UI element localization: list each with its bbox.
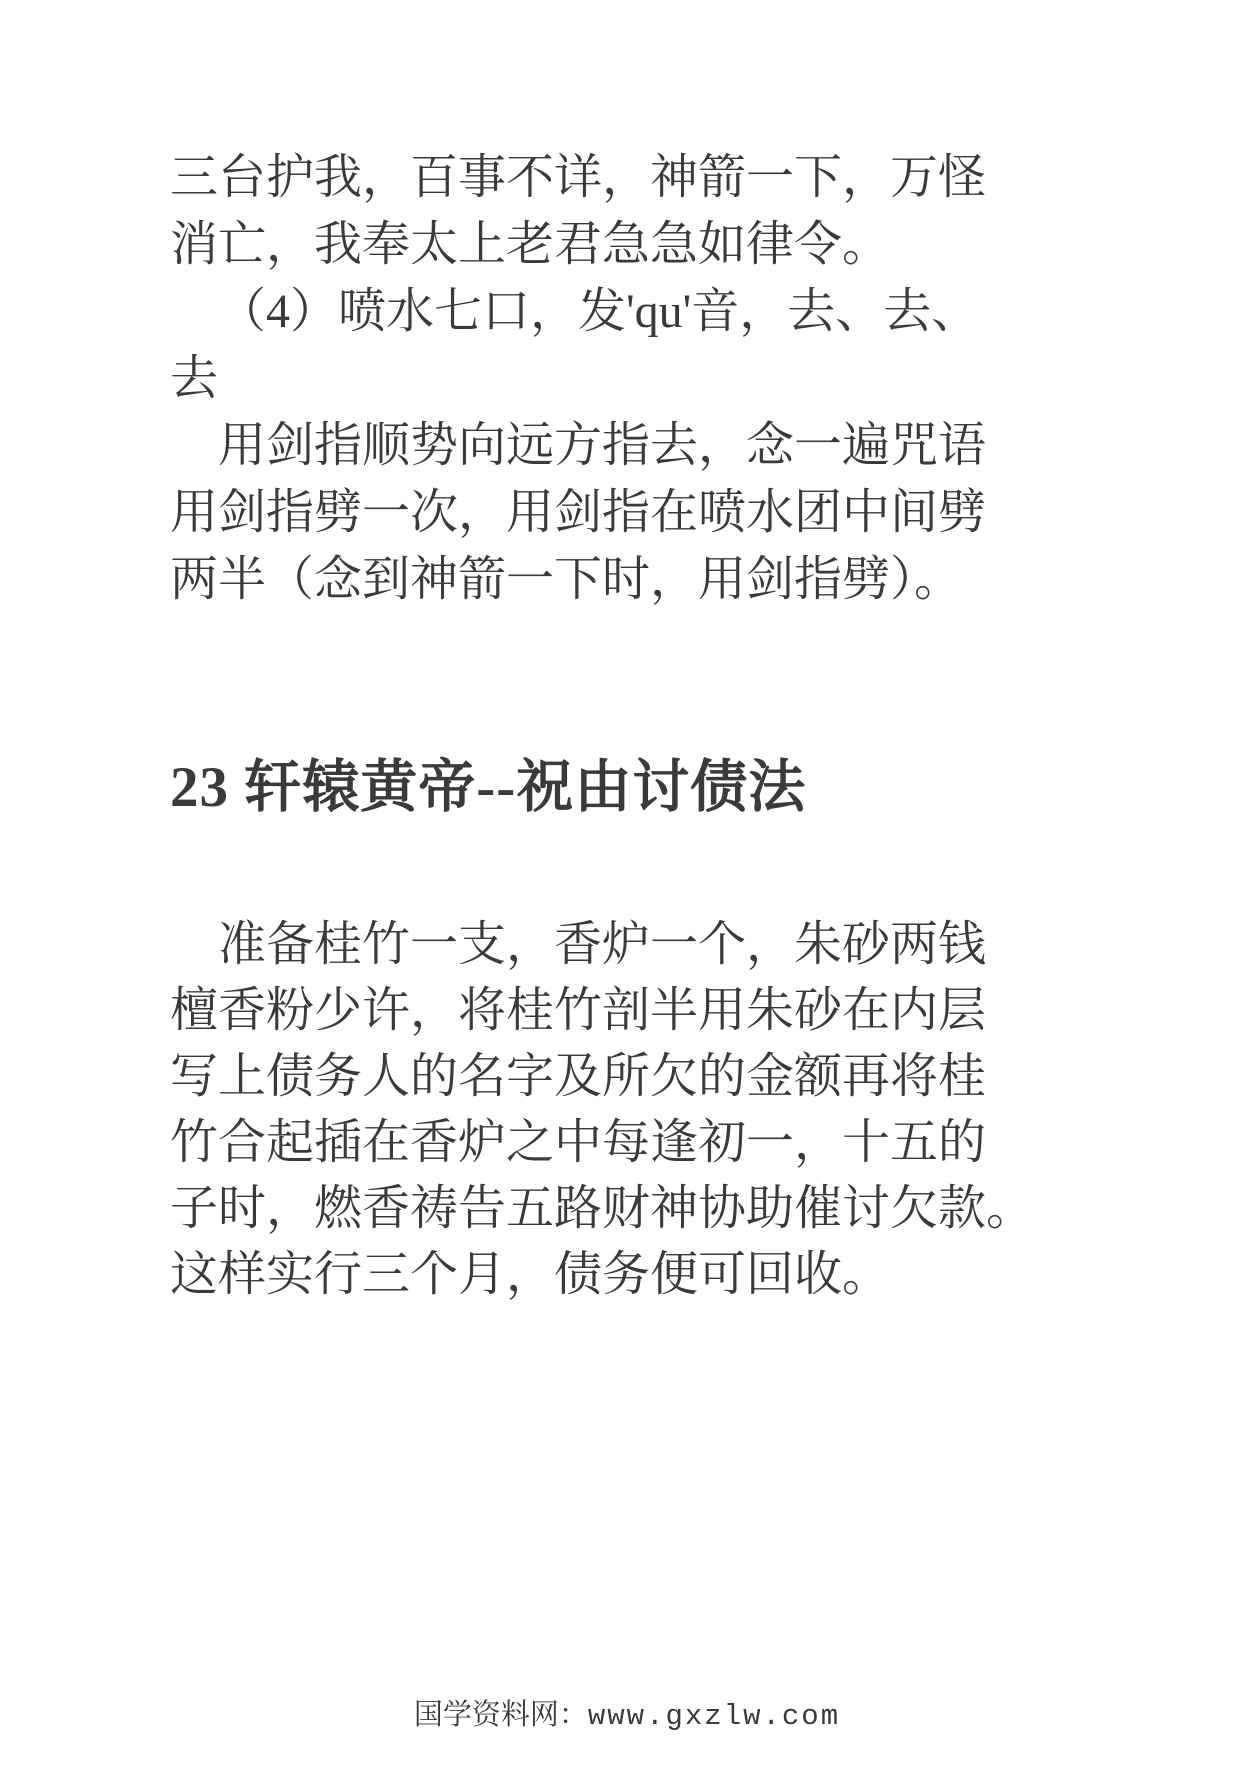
body-text-upper (170, 144, 987, 613)
text-line: 子时，燃香祷告五路财神协助催讨欠款。 (170, 1182, 1035, 1235)
text-line: 檀香粉少许，将桂竹剖半用朱砂在内层 (170, 984, 987, 1037)
text-line: 去 (170, 352, 219, 405)
text-line: 用剑指劈一次，用剑指在喷水团中间劈 (170, 486, 987, 539)
section-heading: 23 轩辕黄帝--祝由讨债法 (170, 756, 807, 819)
text-line: 竹合起插在香炉之中每逢初一，十五的 (170, 1116, 987, 1169)
body-text-lower (170, 912, 1035, 1308)
page-footer (0, 1694, 1254, 1738)
footer-url: www.gxzlw.com (587, 1700, 841, 1733)
footer-site-name: 国学资料网： (413, 1699, 588, 1731)
text-line: 用剑指顺势向远方指去，念一遍咒语 (218, 419, 987, 472)
text-line: 两半（念到神箭一下时，用剑指劈）。 (170, 553, 963, 606)
text-line: 准备桂竹一支，香炉一个，朱砂两钱 (218, 918, 987, 971)
text-line: 消亡，我奉太上老君急急如律令。 (170, 218, 891, 271)
text-line: 写上债务人的名字及所欠的金额再将桂 (170, 1050, 987, 1103)
text-line: 这样实行三个月，债务便可回收。 (170, 1248, 891, 1301)
text-line: 三台护我，百事不详，神箭一下，万怪 (170, 151, 987, 204)
text-line: （4）喷水七口，发'qu'音，去、去、 (218, 285, 980, 338)
